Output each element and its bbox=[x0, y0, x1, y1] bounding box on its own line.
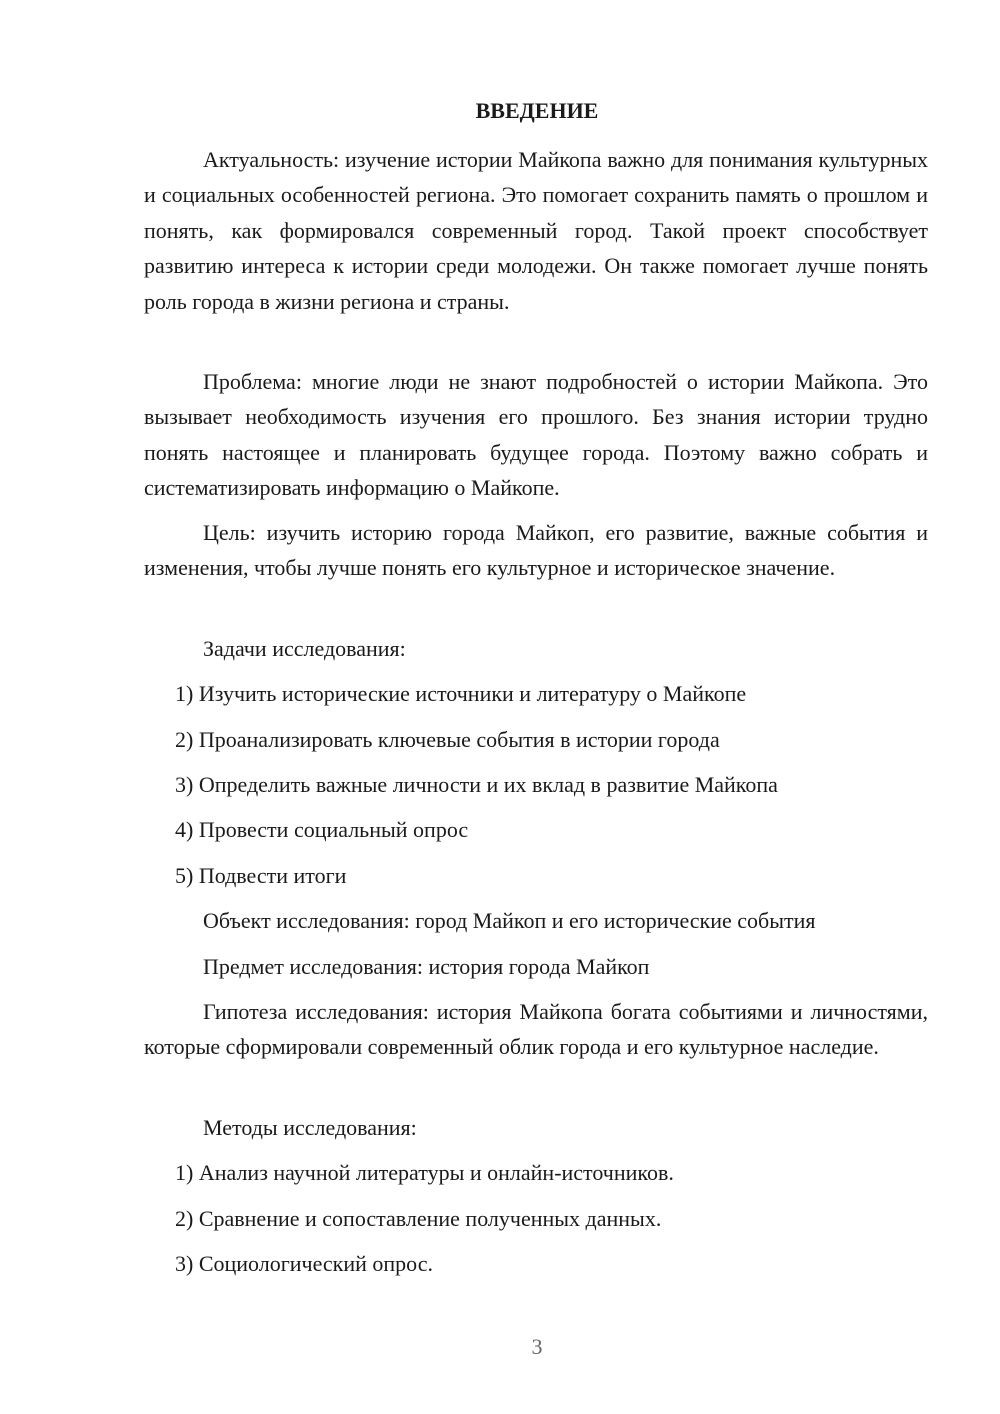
research-subject: Предмет исследования: история города Майкоп bbox=[203, 954, 650, 979]
goal-paragraph: Цель: изучить историю города Майкоп, его развитие, важные события и изменения, чтобы лучше понять его культурное и историческое значение. bbox=[144, 520, 928, 581]
task-item: 5) Подвести итоги bbox=[175, 863, 347, 888]
relevance-paragraph: Актуальность: изучение истории Майкопа важно для понимания культурных и социальных особенностей региона. Это помогает сохранить память о прошлом и понять, как формировался современный город. Такой проект способствует развитию интереса к истории среди молодежи. Он также помогает лучше понять роль города в жизни региона и страны. bbox=[144, 147, 928, 314]
page-number: 3 bbox=[531, 1334, 543, 1359]
methods-title: Методы исследования: bbox=[203, 1115, 417, 1140]
task-item: 3) Определить важные личности и их вклад в развитие Майкопа bbox=[175, 772, 778, 797]
research-object: Объект исследования: город Майкоп и его исторические события bbox=[203, 908, 816, 933]
task-item: 2) Проанализировать ключевые события в истории города bbox=[175, 727, 720, 752]
section-heading: ВВЕДЕНИЕ bbox=[475, 98, 599, 123]
tasks-title: Задачи исследования: bbox=[203, 636, 406, 661]
problem-paragraph: Проблема: многие люди не знают подробностей о истории Майкопа. Это вызывает необходимость изучения его прошлого. Без знания истории трудно понять настоящее и планировать будущее города. Поэтому важно собрать и систематизировать информацию о Майкопе. bbox=[144, 369, 928, 501]
task-item: 1) Изучить исторические источники и литературу о Майкопе bbox=[175, 681, 747, 706]
hypothesis-paragraph: Гипотеза исследования: история Майкопа богата событиями и личностями, которые сформировали современный облик города и его культурное наследие. bbox=[144, 999, 928, 1060]
task-item: 4) Провести социальный опрос bbox=[175, 817, 469, 842]
method-item: 2) Сравнение и сопоставление полученных данных. bbox=[175, 1206, 662, 1231]
method-item: 3) Социологический опрос. bbox=[175, 1251, 433, 1276]
method-item: 1) Анализ научной литературы и онлайн-источников. bbox=[175, 1160, 674, 1185]
